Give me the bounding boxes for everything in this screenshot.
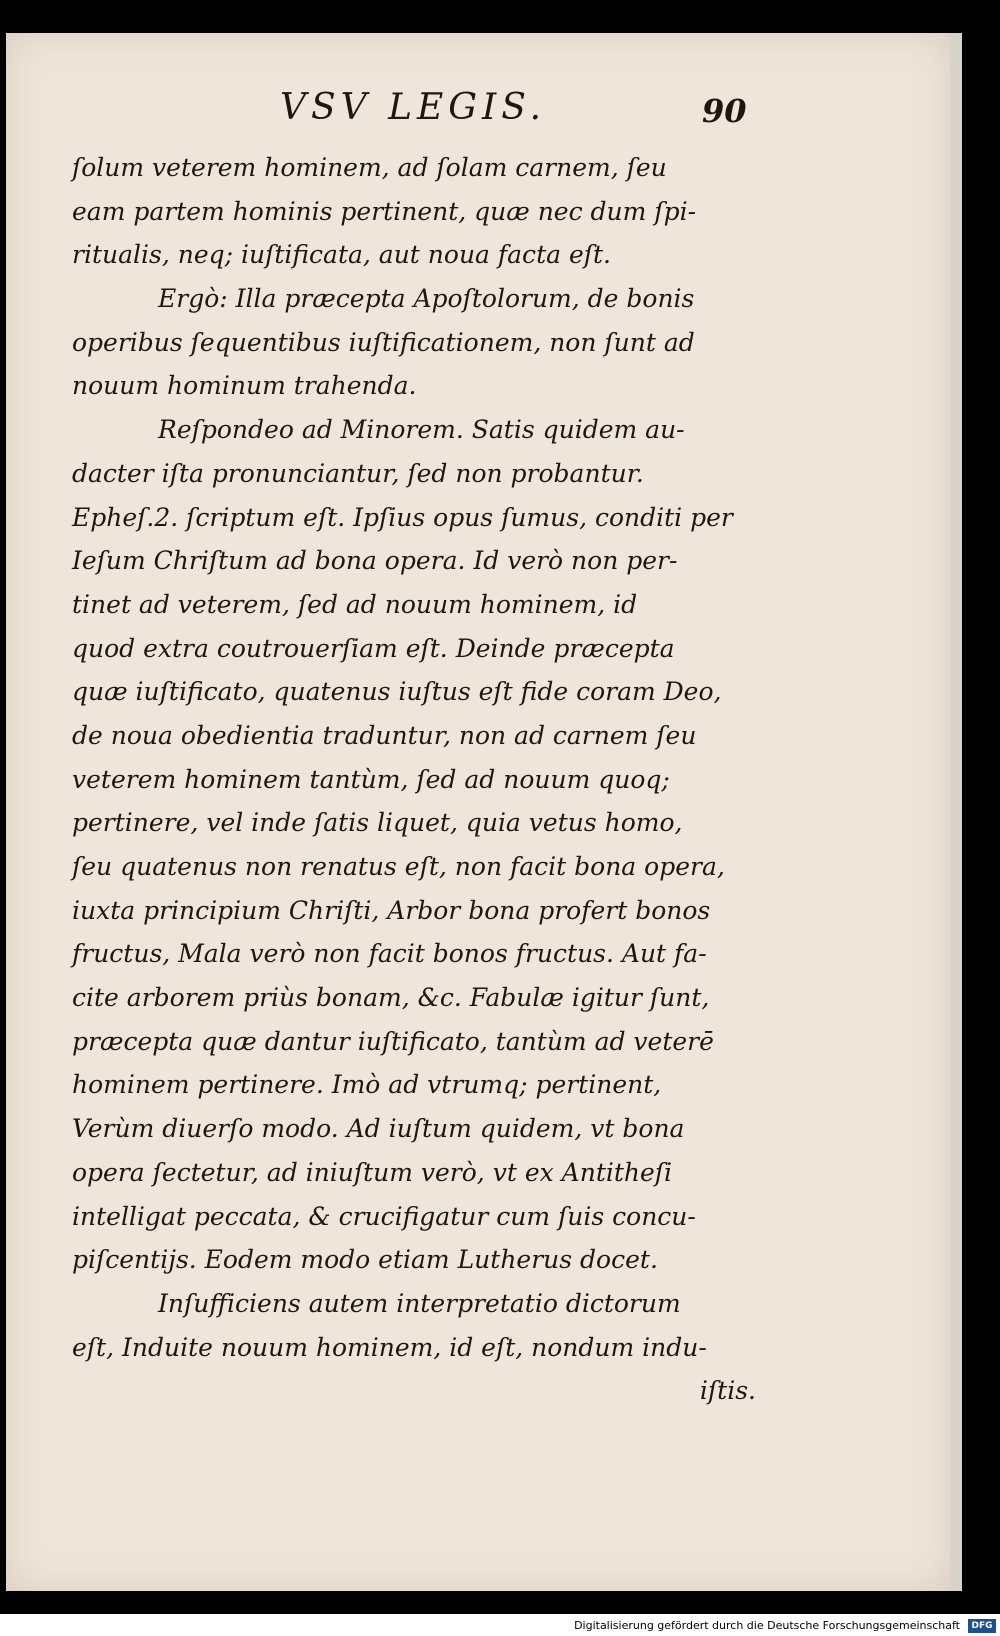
text-line: piſcentijs. Eodem modo etiam Lutherus docet. <box>72 1245 658 1275</box>
text-line: Ergò: Illa præcepta Apoſtolorum, de bonis <box>158 284 695 314</box>
text-line: Verùm diuerſo modo. Ad iuſtum quidem, vt bona <box>72 1114 685 1144</box>
text-line: eam partem hominis pertinent, quæ nec dum ſpi- <box>72 196 697 226</box>
text-line: intelligat peccata, & crucifigatur cum ſuis concu- <box>72 1201 696 1231</box>
text-line: Ieſum Chriſtum ad bona opera. Id verò non per- <box>72 546 678 576</box>
text-line: dacter iſta pronunciantur, ſed non probantur. <box>72 458 644 488</box>
text-line: eſt, Induite nouum hominem, id eſt, nondum indu- <box>72 1332 707 1362</box>
text-line: quæ iuſtificato, quatenus iuſtus eſt fide coram Deo, <box>72 677 722 707</box>
text-line: tinet ad veterem, ſed ad nouum hominem, id <box>72 589 638 619</box>
dfg-logo-icon: DFG <box>968 1619 996 1633</box>
text-line: ritualis, neq; iuſtificata, aut noua facta eſt. <box>72 240 612 270</box>
text-line: Inſufficiens autem interpretatio dictorum <box>158 1288 681 1318</box>
text-line: iuxta principium Chriſti, Arbor bona profert bonos <box>72 895 711 925</box>
text-line: ſeu quatenus non renatus eſt, non facit bona opera, <box>72 852 725 881</box>
text-line: cite arborem priùs bonam, &c. Fabulæ igitur ſunt, <box>72 983 710 1013</box>
text-line: fructus, Mala verò non facit bonos fructus. Aut fa- <box>72 939 707 969</box>
page-edge <box>950 33 962 1591</box>
text-line: ſolum veterem hominem, ad ſolam carnem, ſeu <box>72 153 667 182</box>
text-line: veterem hominem tantùm, ſed ad nouum quoq; <box>72 764 670 794</box>
text-line: de noua obedientia traduntur, non ad carnem ſeu <box>72 720 697 750</box>
text-line: opera ſectetur, ad iniuſtum verò, vt ex Antitheſi <box>72 1157 673 1187</box>
text-line: pertinere, vel inde ſatis liquet, quia vetus homo, <box>72 808 683 838</box>
running-head: VSV LEGIS. <box>280 87 547 128</box>
text-line: hominem pertinere. Imò ad vtrumq; pertinent, <box>72 1070 662 1100</box>
page-number: 90 <box>702 92 747 130</box>
text-line: præcepta quæ dantur iuſtificato, tantùm ad veterē <box>72 1026 714 1056</box>
digitization-credit: Digitalisierung gefördert durch die Deutsche Forschungsgemeinschaft <box>570 1618 964 1633</box>
text-line: Reſpondeo ad Minorem. Satis quidem au- <box>158 415 685 445</box>
text-line: iſtis. <box>699 1376 756 1406</box>
text-line: Epheſ.2. ſcriptum eſt. Ipſius opus ſumus, conditi per <box>72 502 733 532</box>
text-block <box>72 146 762 1413</box>
text-line: quod extra coutrouerſiam eſt. Deinde præcepta <box>72 633 675 663</box>
text-line: nouum hominum trahenda. <box>72 371 417 401</box>
text-line: operibus ſequentibus iuſtificationem, non ſunt ad <box>72 327 695 357</box>
